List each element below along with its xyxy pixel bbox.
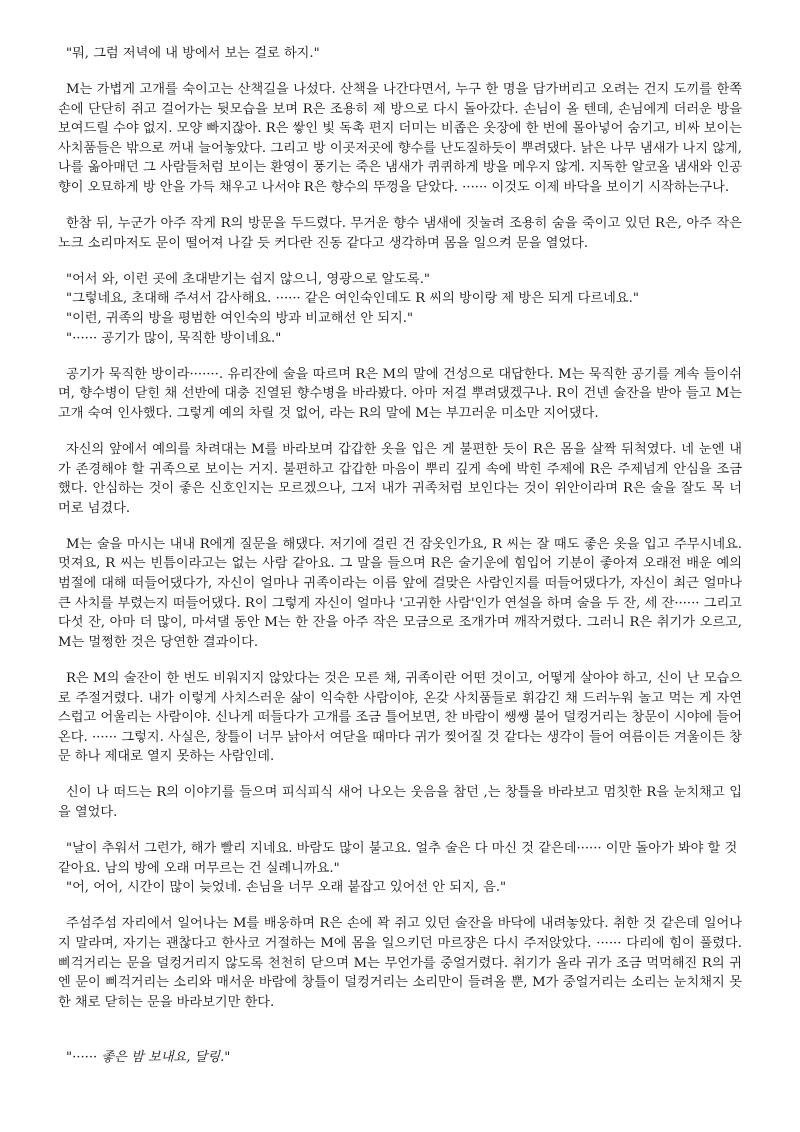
dialogue-line: "이런, 귀족의 방을 평범한 여인숙의 방과 비교해선 안 되지."	[66, 311, 414, 327]
paragraph: M는 술을 마시는 내내 R에게 질문을 해댔다. 저기에 걸린 건 잠옷인가요, R 씨는 잘 때도 좋은 옷을 입고 주무시네요. 멋져요, R 씨는 빈틈이라고는 없는 사람 같아요. 그 말을 들으며 R은 술기운에 힘입어 기분이 좋아져 오래전 배운 예의범절에 대해 떠들어댔다가, 자신이 얼마나 귀족이라는 이름 앞에 걸맞은 사람인지를 떠들어댔다가, 자신이 최근 얼마나 큰 사치를 부렸는지 떠들어댔다. R이 그렇게 자신이 얼마나 '고귀한 사람'인가 연설을 하며 술을 두 잔, 세 잔······ 그리고 다섯 잔, 아마 더 많이, 마셔댈 동안 M는 한 잔을 아주 작은 모금으로 조개가며 깨작거렸다. 그러니 R은 취기가 오르고, M는 멀쩡한 것은 당연한 결과이다.	[58, 536, 742, 650]
dialogue-line: "그렇네요, 초대해 주셔서 감사해요. ······ 같은 여인숙인데도 R 씨의 방이랑 제 방은 되게 다르네요."	[66, 291, 639, 307]
closing-line: "······ 좋은 밤 보내요, 달링."	[66, 1050, 231, 1066]
dialogue-line: "날이 추워서 그런가, 해가 빨리 지네요. 바람도 많이 불고요. 얼추 술은 다 마신 것 같은데······ 이만 돌아가 봐야 할 것 같아요. 남의 방에 오래 머무르는 건 실례니까요."	[58, 841, 738, 876]
paragraph: 자신의 앞에서 예의를 차려대는 M를 바라보며 갑갑한 옷을 입은 게 불편한 듯이 R은 몸을 살짝 뒤척였다. 네 눈엔 내가 존경해야 할 귀족으로 보이는 거지. 불편하고 갑갑한 마음이 뿌리 깊게 속에 박힌 주제에 R은 주제넘게 안심을 조금 했다. 안심하는 것이 좋은 신호인지는 모르겠으나, 그저 내가 귀족처럼 보인다는 것이 위안이라며 R은 술을 잘도 목 너머로 넘겼다.	[58, 442, 742, 516]
dialogue-block	[58, 270, 742, 348]
dialogue-line: "어서 와, 이런 곳에 초대받기는 쉽지 않으니, 영광으로 알도록."	[66, 271, 430, 287]
dialogue-line: "······ 공기가 많이, 묵직한 방이네요."	[66, 330, 282, 346]
dialogue-line: "어, 어어, 시간이 많이 늦었네. 손님을 너무 오래 붙잡고 있어선 안 되지, 음."	[66, 880, 507, 896]
document-body	[58, 44, 742, 1012]
dialogue-block	[58, 839, 742, 898]
paragraph: 주섬주섬 자리에서 일어나는 M를 배웅하며 R은 손에 꽉 쥐고 있던 술잔을 바닥에 내려놓았다. 취한 것 같은데 일어나지 말라며, 자기는 괜찮다고 한사코 거절하는 M에 몸을 일으키던 마르쟝은 다시 주저앉았다. ······ 다리에 힘이 풀렸다. 삐걱거리는 문을 덜컹거리지 않도록 천천히 닫으며 M는 무언가를 중얼거렸다. 취기가 올라 귀가 조금 먹먹해진 R의 귀엔 문이 삐걱거리는 소리와 매서운 바람에 창틀이 덜컹거리는 소리만이 들려올 뿐, M가 중얼거리는 소리는 눈치채지 못한 채로 닫히는 문을 바라보기만 한다.	[58, 916, 742, 1010]
paragraph: M는 가볍게 고개를 숙이고는 산책길을 나섰다. 산책을 나간다면서, 누구 한 명을 담가버리고 오려는 건지 도끼를 한쪽 손에 단단히 쥐고 걸어가는 뒷모습을 보며 R은 조용히 제 방으로 다시 돌아갔다. 손님이 올 텐데, 손님에게 더러운 방을 보여드릴 수야 없지. 모양 빠지잖아. R은 쌓인 빛 독촉 편지 더미는 비좁은 옷장에 한 번에 몰아넣어 숨기고, 비싸 보이는 사치품들은 밖으로 꺼내 늘어놓았다. 그리고 방 이곳저곳에 향수를 난도질하듯이 뿌려댔다. 낡은 나무 냄새가 나지 않게, 나를 옮아매던 그 사람들처럼 보이는 환영이 풍기는 죽은 냄새가 퀴퀴하게 방을 메우지 않게. 지독한 알코올 냄새와 인공 향이 오묘하게 방 안을 가득 채우고 나서야 R은 향수의 뚜껑을 닫았다. ······ 이것도 이제 바닥을 보이기 시작하는구나.	[58, 82, 742, 196]
paragraph: R은 M의 술잔이 한 번도 비워지지 않았다는 것은 모른 채, 귀족이란 어떤 것이고, 어떻게 살아야 하고, 신이 난 모습으로 주절거렸다. 내가 이렇게 사치스러운 삶이 익숙한 사람이야, 온갖 사치품들로 휘감긴 채 드러누워 놀고 먹는 게 자연스럽고 어울리는 사람이야. 신나게 떠들다가 고개를 조금 틀어보면, 찬 바람이 쌩쌩 불어 덜컹거리는 창문이 시야에 들어온다. ······ 그렇지. 사실은, 창틀이 너무 낡아서 여닫을 때마다 귀가 찢어질 것 같다는 생각이 들어 여름이든 겨울이든 창문 하나 제대로 열지 못하는 사람인데.	[58, 670, 742, 765]
paragraph: 공기가 묵직한 방이라·······. 유리잔에 술을 따르며 R은 M의 말에 건성으로 대답한다. M는 묵직한 공기를 계속 들이쉬며, 향수병이 닫힌 채 선반에 대충 진열된 향수병을 바라봤다. 아마 저걸 뿌려댔겠구나. R이 건넨 술잔을 받아 들고 M는 고개 숙여 인사했다. 그렇게 예의 차릴 것 없어, 라는 R의 말에 M는 부끄러운 미소만 지어댔다.	[58, 366, 742, 421]
paragraph: 신이 나 떠드는 R의 이야기를 들으며 피식피식 새어 나오는 웃음을 참던 ,는 창틀을 바라보고 멈칫한 R을 눈치채고 입을 열었다.	[58, 785, 742, 820]
paragraph: "뭐, 그럼 저녁에 내 방에서 보는 걸로 하지."	[66, 46, 320, 61]
paragraph: 한참 뒤, 누군가 아주 작게 R의 방문을 두드렸다. 무거운 향수 냄새에 짓눌려 조용히 숨을 죽이고 있던 R은, 아주 작은 노크 소리마저도 문이 떨어져 나갈 듯 커다란 진동 같다고 생각하며 몸을 일으켜 문을 열었다.	[58, 216, 742, 251]
